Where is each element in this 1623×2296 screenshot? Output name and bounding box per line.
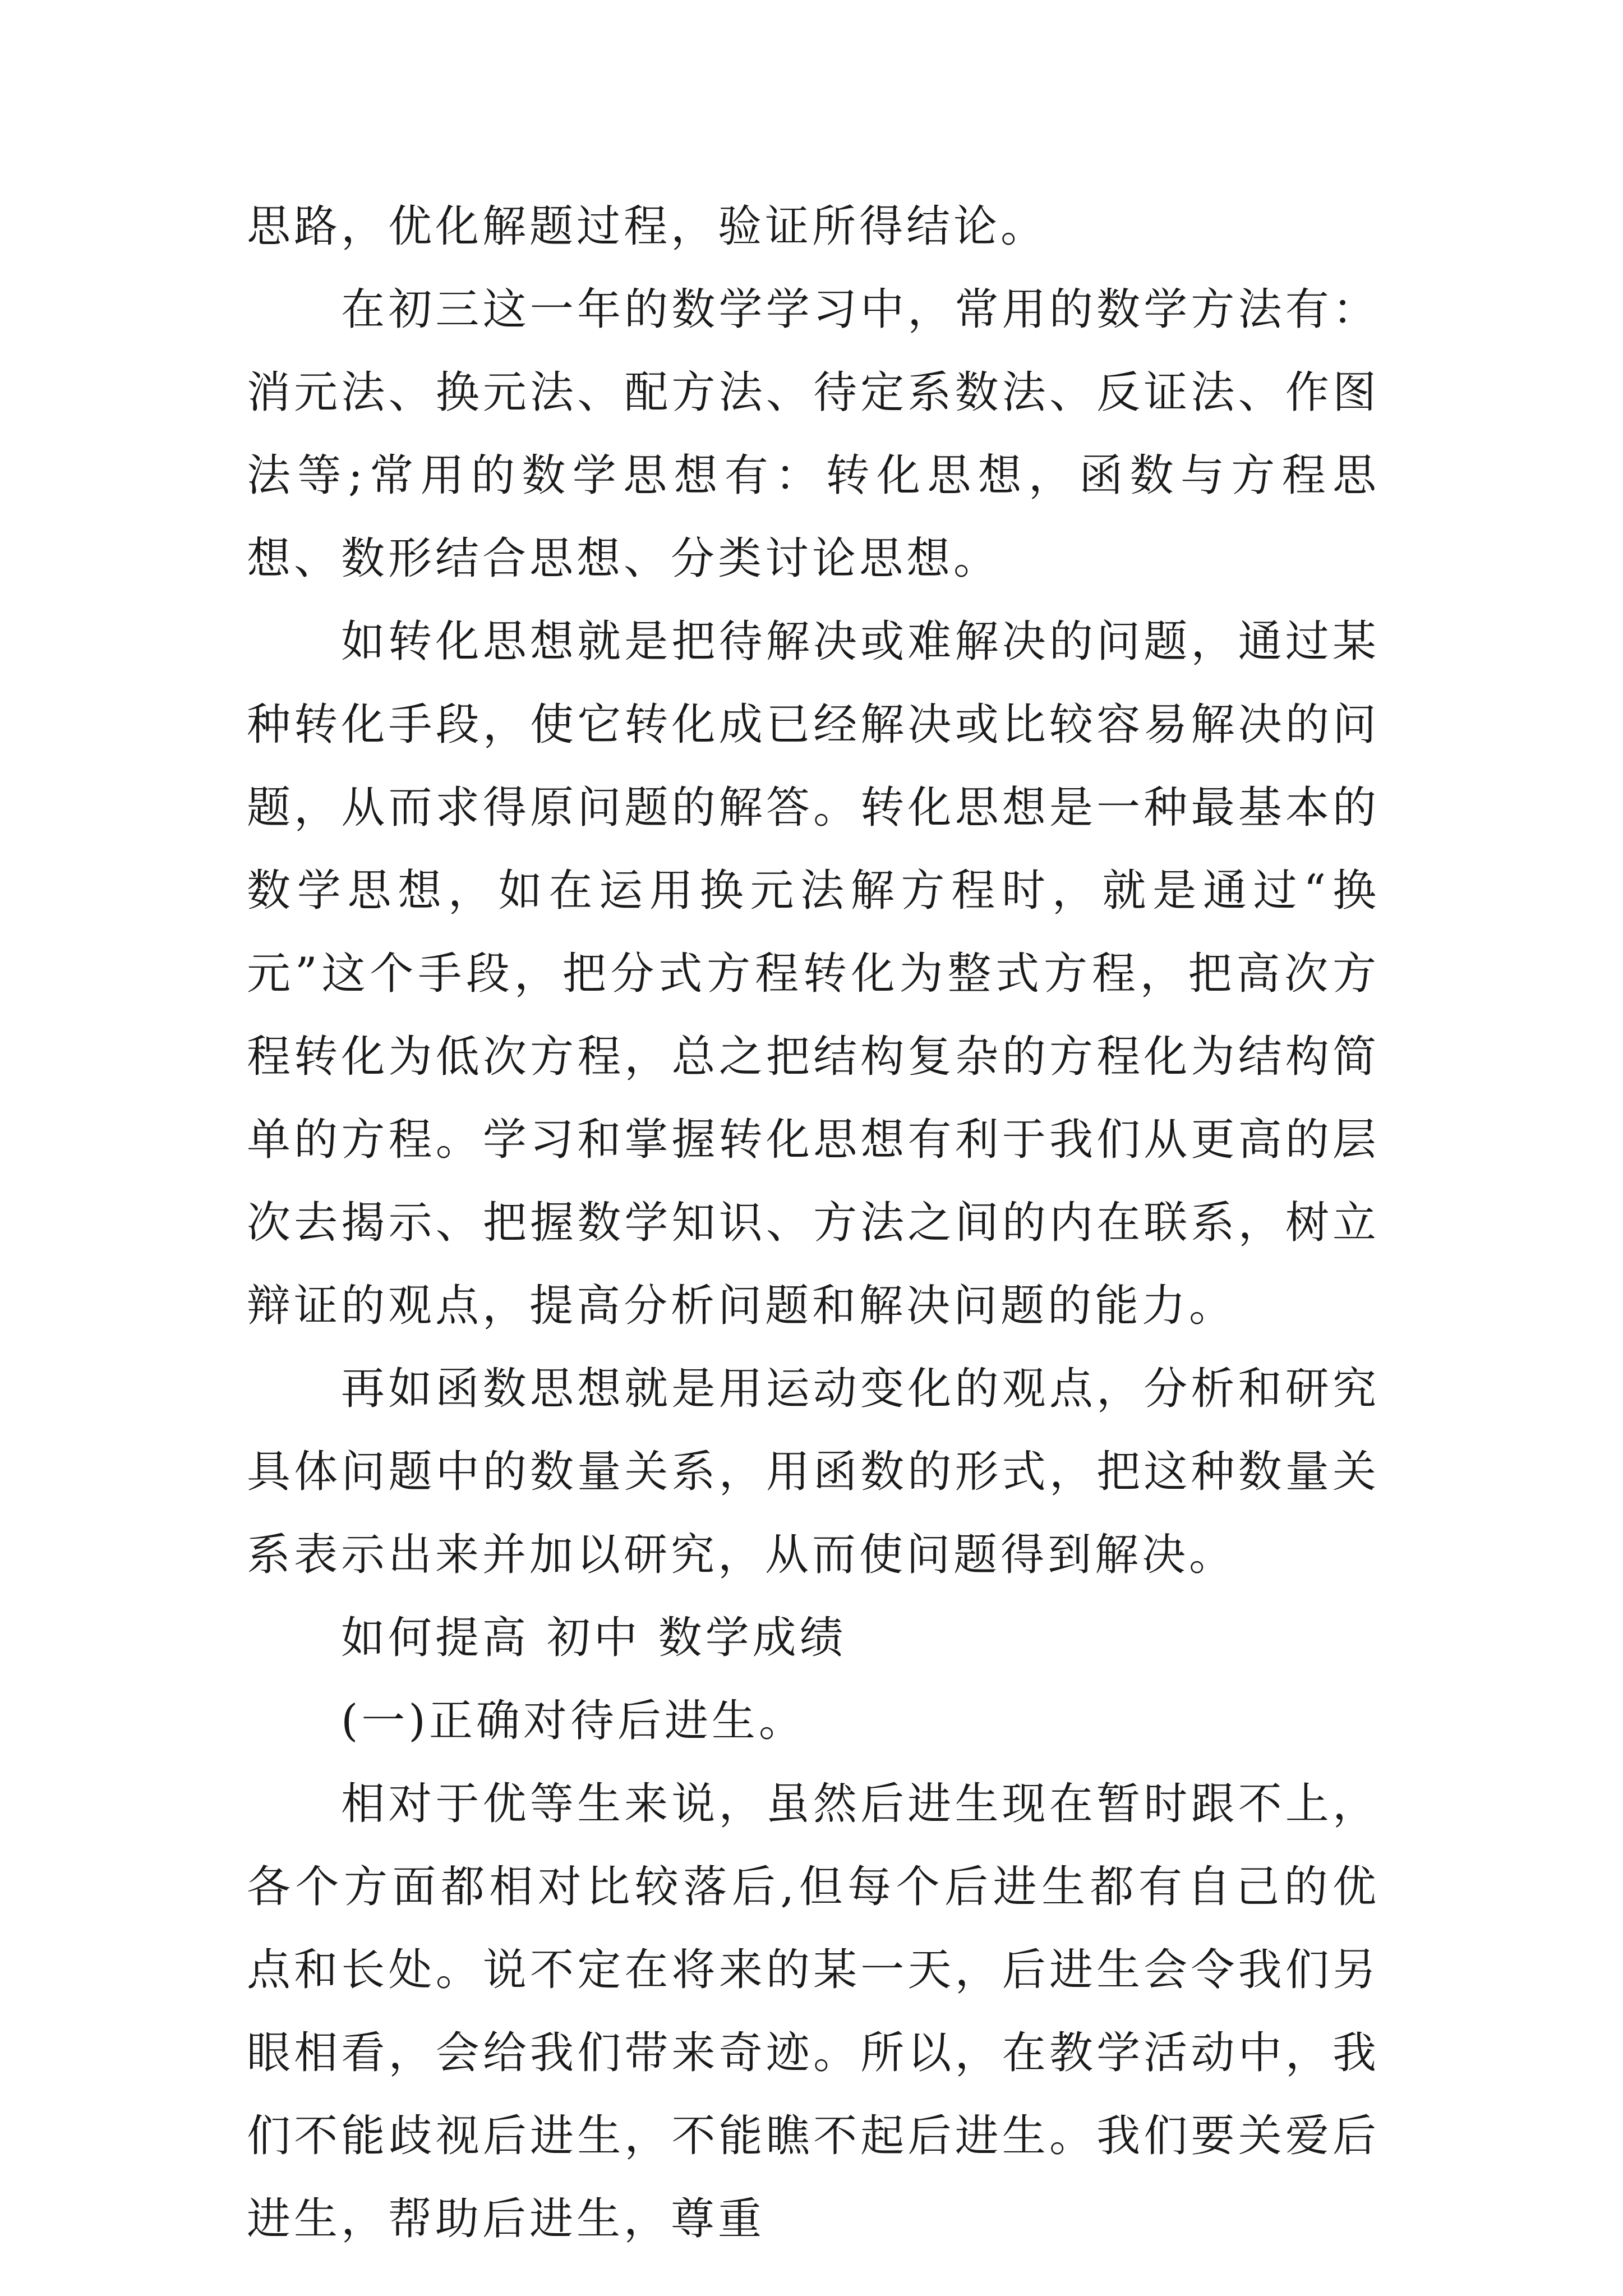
subsection-heading: (一)正确对待后进生。	[341, 1696, 806, 1746]
section-heading: 如何提高 初中 数学成绩	[341, 1613, 847, 1663]
paragraph-transformation-thinking: 如转化思想就是把待解决或难解决的问题，通过某种转化手段，使它转化成已经解决或比较容易解决的问题，从而求得原问题的解答。转化思想是一种最基本的数学思想，如在运用换元法解方程时，就是通过“换元”这个手段，把分式方程转化为整式方程，把高次方程转化为低次方程，总之把结构复杂的方程化为结构简单的方程。学习和掌握转化思想有利于我们从更高的层次去揭示、把握数学知识、方法之间的内在联系，树立辩证的观点，提高分析问题和解决问题的能力。	[247, 616, 1380, 1331]
paragraph-math-methods: 在初三这一年的数学学习中，常用的数学方法有：消元法、换元法、配方法、待定系数法、反证法、作图法等;常用的数学思想有：转化思想，函数与方程思想、数形结合思想、分类讨论思想。	[247, 284, 1380, 584]
paragraph-struggling-students: 相对于优等生来说，虽然后进生现在暂时跟不上，各个方面都相对比较落后,但每个后进生都有自己的优点和长处。说不定在将来的某一天，后进生会令我们另眼相看，会给我们带来奇迹。所以，在教学活动中，我们不能歧视后进生，不能瞧不起后进生。我们要关爱后进生，帮助后进生，尊重	[247, 1779, 1380, 2244]
paragraph-function-thinking: 再如函数思想就是用运动变化的观点，分析和研究具体问题中的数量关系，用函数的形式，把这种数量关系表示出来并加以研究，从而使问题得到解决。	[247, 1364, 1380, 1580]
paragraph-continuation: 思路，优化解题过程，验证所得结论。	[247, 201, 1048, 252]
document-body	[247, 185, 1380, 2261]
